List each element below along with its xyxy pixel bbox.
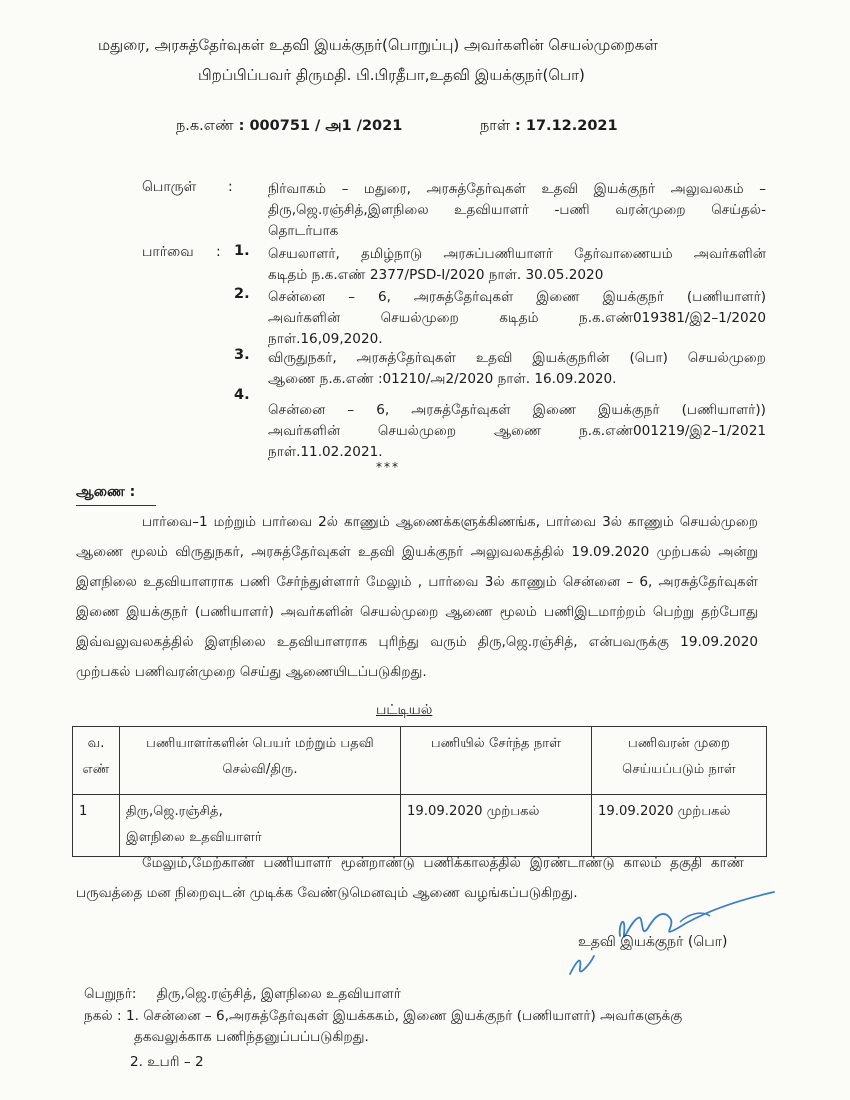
table-header-text: செய்யப்படும் நாள் xyxy=(622,762,736,777)
reference-item-number: 3. xyxy=(234,347,250,363)
table-header-row xyxy=(73,727,767,795)
table-cell-text: இளநிலை உதவியாளர் xyxy=(126,830,262,845)
order-label-underline xyxy=(76,505,156,506)
table-header-text: பணிவரன் முறை xyxy=(628,736,730,751)
table-header-text: செல்வி/திரு. xyxy=(222,762,298,777)
reference-number-value: : 000751 / அ1 /2021 xyxy=(238,118,403,134)
reference-item-line: ஆணை ந.க.எண் :01210/அ2/2020 நாள். 16.09.2020. xyxy=(268,371,617,387)
order-paragraph: பார்வை–1 மற்றும் பார்வை 2ல் காணும் ஆணைக்களுக்கிணங்க, பார்வை 3ல் காணும் செயல்முறை ஆணை மூலம் விருதுநகர், அரசுத்தேர்வுகள் உதவி இயக்குநர் அலுவலகத்தில் 19.09.2020 முற்பகல் அன்று இளநிலை உதவியாளராக பணி சேர்ந்துள்ளார் மேலும் , பார்வை 3ல் காணும் சென்னை – 6, அரசுத்தேர்வுகள் இணை இயக்குநர் (பணியாளர்) அவர்களின் செயல்முறை ஆணை மூலம் பணிஇடமாற்றம் பெற்று தற்போது இவ்வலுவலகத்தில் இளநிலை உதவியாளராக புரிந்து வரும் திரு,ஜெ.ரஞ்சித், என்பவருக்கு 19.09.2020 முற்பகல் பணிவரன்முறை செய்து ஆணையிடப்படுகிறது. xyxy=(76,514,758,680)
reference-number-label: ந.க.எண் xyxy=(176,118,234,134)
table-caption: பட்டியல் xyxy=(376,702,433,718)
table-cell: 19.09.2020 முற்பகல் xyxy=(401,795,592,857)
recipient xyxy=(84,986,401,1004)
subject-label: பொருள் xyxy=(142,179,197,195)
table-header-cell xyxy=(592,727,767,795)
reference-item-line: நாள்.16,09,2020. xyxy=(268,331,383,347)
table-header-text: எண் xyxy=(82,762,110,777)
table-header-text: பணியாளர்களின் பெயர் மற்றும் பதவி xyxy=(146,736,374,751)
header-issuer: பிறப்பிப்பவர் திருமதி. பி.பிரதீபா,உதவி இயக்குநர்(பொ) xyxy=(198,66,585,84)
reference-item-line: சென்னை – 6, அரசுத்தேர்வுகள் இணை இயக்குநர் (பணியாளர்)) xyxy=(268,402,766,418)
copy-label: நகல் : xyxy=(84,1008,122,1024)
subject-line: நிர்வாகம் – மதுரை, அரசுத்தேர்வுகள் உதவி இயக்குநர் அலுவலகம் – xyxy=(268,181,766,197)
reference-date xyxy=(480,118,618,136)
reference-item-number: 2. xyxy=(234,286,250,302)
table-header-cell xyxy=(120,727,401,795)
reference-date-value: : 17.12.2021 xyxy=(515,118,618,134)
table-cell: 19.09.2020 முற்பகல் xyxy=(592,795,767,857)
recipient-value: திரு,ஜெ.ரஞ்சித், இளநிலை உதவியாளர் xyxy=(156,986,401,1002)
reference-item-line: விருதுநகர், அரசுத்தேர்வுகள் உதவி இயக்குநரின் (பொ) செயல்முறை xyxy=(268,350,766,366)
order-label: ஆணை : xyxy=(76,484,136,500)
subject-line: திரு,ஜெ.ரஞ்சித்,இளநிலை உதவியாளர் -பணி வரன்முறை செய்தல்- xyxy=(268,202,766,218)
reference-number xyxy=(176,118,402,136)
table-cell-text: திரு,ஜெ.ரஞ்சித், xyxy=(126,804,223,819)
closing-paragraph: மேலும்,மேற்காண் பணியாளர் மூன்றாண்டு பணிக்காலத்தில் இரண்டாண்டு காலம் தகுதி காண் பருவத்தை மன நிறைவுடன் முடிக்க வேண்டுமெனவும் ஆணை வழங்கப்படுகிறது. xyxy=(76,855,744,901)
reference-item xyxy=(268,400,766,463)
table-header-text: வ. xyxy=(87,736,105,751)
reference-item-number: 1. xyxy=(234,243,250,259)
section-separator: *** xyxy=(376,460,400,474)
table-cell: 1 xyxy=(73,795,120,857)
reference-item-line: கடிதம் ந.க.எண் 2377/PSD-I/2020 நாள். 30.05.2020 xyxy=(268,267,604,283)
copy-item: 1. சென்னை – 6,அரசுத்தேர்வுகள் இயக்ககம், இணை இயக்குநர் (பணியாளர்) அவர்களுக்கு xyxy=(125,1008,683,1024)
reference-item-line: அவர்களின் செயல்முறை கடிதம் ந.க.எண்019381/இ2–1/2020 xyxy=(268,310,766,326)
reference-item-line: செயலாளர், தமிழ்நாடு அரசுப்பணியாளர் தேர்வாணையம் அவர்களின் xyxy=(268,246,766,262)
employee-table xyxy=(72,726,767,857)
copy-item: தகவலுக்காக பணிந்தனுப்பப்படுகிறது. xyxy=(134,1029,369,1045)
table-header-text: பணியில் சேர்ந்த நாள் xyxy=(430,736,562,751)
subject-colon: : xyxy=(228,179,233,195)
reference-item-number: 4. xyxy=(234,387,250,403)
recipient-label: பெறுநர்: xyxy=(84,986,137,1002)
header-title: மதுரை, அரசுத்தேர்வுகள் உதவி இயக்குநர்(பொறுப்பு) அவர்களின் செயல்முறைகள் xyxy=(98,36,658,54)
references-label: பார்வை xyxy=(142,244,194,260)
subject-text xyxy=(268,179,766,242)
table-header-cell xyxy=(401,727,592,795)
reference-item xyxy=(268,348,766,390)
copy-item: 2. உபரி – 2 xyxy=(130,1054,204,1070)
signatory-title: உதவி இயக்குநர் (பொ) xyxy=(578,934,728,950)
reference-item xyxy=(268,244,766,286)
table-header-cell xyxy=(73,727,120,795)
reference-item xyxy=(268,287,766,350)
reference-item-line: அவர்களின் செயல்முறை ஆணை ந.க.எண்001219/இ2–1/2021 xyxy=(268,423,766,439)
reference-item-line: நாள்.11.02.2021. xyxy=(268,444,383,460)
reference-date-label: நாள் xyxy=(480,118,510,134)
copy-section xyxy=(84,1006,682,1073)
references-colon: : xyxy=(216,244,221,260)
reference-item-line: சென்னை – 6, அரசுத்தேர்வுகள் இணை இயக்குநர் (பணியாளர்) xyxy=(268,289,766,305)
subject-line: தொடர்பாக xyxy=(268,223,339,239)
